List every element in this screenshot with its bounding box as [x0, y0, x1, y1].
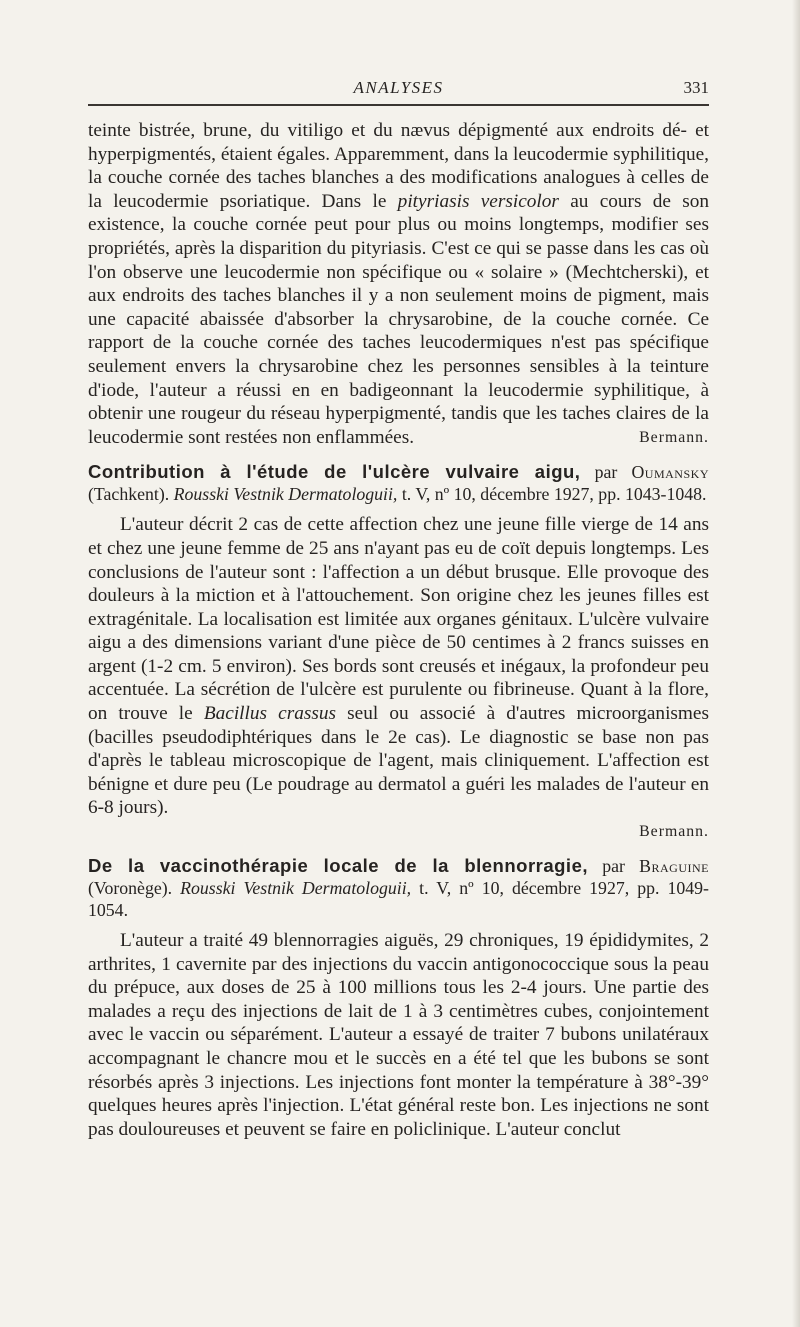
article-place: (Voronège).: [88, 878, 181, 899]
italic-term: Bacillus crassus: [203, 703, 337, 725]
journal-details: t. V, nº 10, décembre 1927, pp. 1049-1054.: [88, 878, 709, 921]
article-paragraph: [88, 513, 709, 820]
article-ulcere-vulvaire: [88, 461, 709, 843]
article-author: Braguine: [639, 856, 709, 877]
page-content: [88, 119, 709, 1141]
article-continued: [88, 119, 709, 449]
journal-details: t. V, nº 10, décembre 1927, pp. 1043-1048.: [397, 484, 707, 505]
article-title: Contribution à l'étude de l'ulcère vulvaire aigu,: [88, 461, 581, 483]
italic-term: pityriasis versicolor: [397, 190, 559, 212]
article-title: De la vaccinothérapie locale de la blennorragie,: [88, 855, 589, 877]
article-vaccinotherapie: [88, 855, 709, 1141]
article-body: [88, 929, 709, 1141]
author-signature: Bermann.: [639, 429, 709, 447]
text-run: par: [580, 462, 632, 483]
text-run: teinte bistrée, brune, du vitiligo et du nævus dépigmenté aux endroits dé- et hyperpigmentés, étaient égales. Apparemment, dans la leucodermie syphilitique, la couche cornée des taches blanches a des modifications analogues à celles de la leucodermie psoriatique. Dans le: [88, 120, 709, 212]
article-body: [88, 513, 709, 820]
author-signature: Bermann.: [639, 823, 709, 841]
journal-name: Rousski Vestnik Dermatologuii,: [180, 878, 412, 899]
article-place: (Tachkent).: [88, 484, 174, 505]
article-paragraph: L'auteur a traité 49 blennorragies aiguës, 29 chroniques, 19 épididymites, 2 arthrites, 1 cavernite par des injections du vaccin antigonococcique sous la peau du prépuce, aux doses de 25 à 100 millions tous les 2-4 jours. Une partie des malades a reçu des injections de lait de 1 à 3 centimètres cubes, conjointement avec le vaccin ou séparément. L'auteur a essayé de traiter 7 bubons unilatéraux accompagnant le chancre mou et le succès en a été tel que les bubons se sont résorbés après 3 injections. Les injections font monter la température à 38°-39° quelques heures après l'injection. L'état général reste bon. Les injections ne sont pas douloureuses et peuvent se faire en policlinique. L'auteur conclut: [88, 930, 709, 1140]
text-run: par: [588, 856, 640, 877]
article-author: Oumansky: [631, 462, 709, 483]
text-run: L'auteur décrit 2 cas de cette affection chez une jeune fille vierge de 14 ans et chez une jeune femme de 25 ans n'ayant pas eu de coït depuis longtemps. Les conclusions de l'auteur sont : l'affection a un début brusque. Elle provoque des douleurs à la miction et à l'attouchement. Son origine chez les jeunes filles est extragénitale. La localisation est limitée aux organes génitaux. L'ulcère vulvaire aigu a des dimensions variant d'une pièce de 50 centimes à 2 francs suisses en argent (1-2 cm. 5 environ). Ses bords sont creusés et inégaux, la profondeur peu accentuée. La sécrétion de l'ulcère est purulente ou fibrineuse. Quant à la flore, on trouve le: [88, 514, 709, 725]
article-heading: [88, 855, 709, 921]
page-header: [88, 78, 709, 106]
article-heading: [88, 461, 709, 505]
journal-name: Rousski Vestnik Dermatologuii,: [173, 484, 398, 505]
running-head: ANALYSES: [353, 78, 444, 97]
text-run: seul ou associé à d'autres microorganismes (bacilles pseudodiphtériques dans le 2e cas). Le diagnostic se base non pas d'après le tableau microscopique de l'agent, mais cliniquement. L'affection est bénigne et dure peu (Le poudrage au dermatol a guéri les malades de l'auteur en 6-8 jours).: [88, 703, 709, 819]
article-paragraph: [88, 119, 709, 449]
text-run: au cours de son existence, la couche cornée peut pour plus ou moins longtemps, modifier ses propriétés, après la disparition du pityriasis. C'est ce qui se passe dans les cas où l'on observe une leucodermie non spécifique ou « solaire » (Mechtcherski), et aux endroits des taches blanches il y a non seulement moins de pigment, mais une capacité abaissée d'absorber la chrysarobine, de la couche cornée. Ce rapport de la couche cornée des taches leucodermiques n'est pas spécifique seulement envers la chrysarobine chez les personnes sensibles à la teinture d'iode, l'auteur a réussi en en badigeonnant la leucodermie syphilitique, à obtenir une rougeur du réseau hyperpigmenté, tandis que les taches claires de la leucodermie sont restées non enflammées.: [88, 190, 710, 448]
page-number: 331: [683, 78, 709, 97]
page-edge-shadow: [792, 0, 800, 1327]
